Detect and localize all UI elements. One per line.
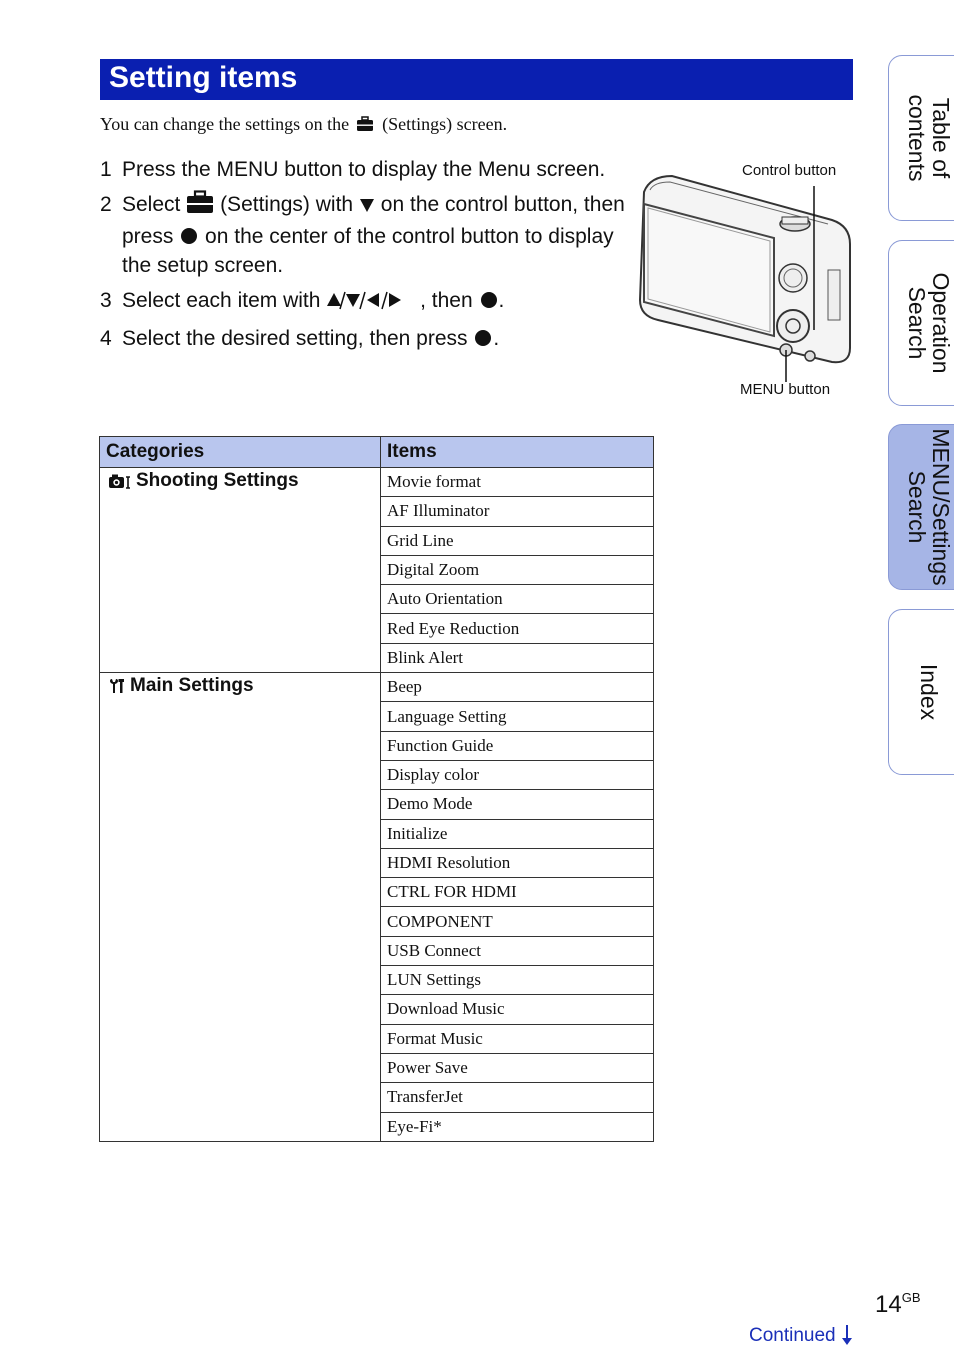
- intro-after: (Settings) screen.: [382, 114, 508, 134]
- settings-table: [99, 436, 654, 1142]
- tab-label: Table of contents: [904, 94, 954, 182]
- page-number-value: 14: [875, 1291, 902, 1318]
- step-text: Select the desired setting, then press: [122, 327, 468, 350]
- arrow-down-icon: [841, 1325, 853, 1346]
- table-row: [100, 468, 654, 497]
- tab-label: MENU/Settings Search: [904, 428, 954, 586]
- item-cell: Auto Orientation: [381, 585, 654, 614]
- intro-text: [100, 114, 660, 137]
- item-cell: Demo Mode: [381, 790, 654, 819]
- item-cell: Blink Alert: [381, 643, 654, 672]
- item-cell: Language Setting: [381, 702, 654, 731]
- item-cell: USB Connect: [381, 936, 654, 965]
- item-cell: Function Guide: [381, 731, 654, 760]
- step-text: (Settings) with: [220, 193, 354, 216]
- tab-index[interactable]: [888, 609, 954, 775]
- step-list: [100, 155, 630, 359]
- item-cell: Initialize: [381, 819, 654, 848]
- item-cell: HDMI Resolution: [381, 848, 654, 877]
- toolbox-icon: [186, 190, 214, 222]
- intro-before: You can change the settings on the: [100, 114, 350, 134]
- table-row: [100, 673, 654, 702]
- category-main-settings: [100, 673, 381, 1142]
- categories-header: Categories: [100, 437, 381, 468]
- item-cell: Red Eye Reduction: [381, 614, 654, 643]
- tab-operation-search[interactable]: [888, 240, 954, 406]
- item-cell: Digital Zoom: [381, 555, 654, 584]
- tab-menu-settings-search[interactable]: [888, 424, 954, 590]
- title-bar: [100, 59, 853, 100]
- step-text: Press the MENU button to display the Menu screen.: [122, 158, 606, 181]
- step-text: .: [493, 327, 500, 350]
- tab-label: Operation Search: [904, 272, 954, 374]
- item-cell: Power Save: [381, 1053, 654, 1082]
- down-triangle-icon: [359, 193, 375, 222]
- control-button-label: Control button: [742, 162, 837, 179]
- step-text: on the center of the control button to display the setup screen.: [122, 225, 614, 277]
- step-3: [100, 286, 630, 318]
- item-cell: Beep: [381, 673, 654, 702]
- item-cell: Download Music: [381, 995, 654, 1024]
- direction-arrows-icon: [326, 289, 414, 318]
- item-cell: CTRL FOR HDMI: [381, 878, 654, 907]
- items-header: Items: [381, 437, 654, 468]
- step-number: 2: [100, 193, 112, 216]
- item-cell: COMPONENT: [381, 907, 654, 936]
- step-text: Select each item with: [122, 289, 321, 312]
- camera-illustration: [632, 160, 862, 400]
- tab-label: Index: [916, 663, 942, 721]
- center-button-icon: [475, 330, 491, 346]
- camera-settings-icon: [108, 473, 132, 495]
- item-cell: TransferJet: [381, 1083, 654, 1112]
- step-2: [100, 190, 630, 280]
- item-cell: Movie format: [381, 468, 654, 497]
- item-cell: Format Music: [381, 1024, 654, 1053]
- center-button-icon: [181, 228, 197, 244]
- toolbox-icon: [356, 116, 374, 137]
- item-cell: AF Illuminator: [381, 497, 654, 526]
- continued-label: Continued: [749, 1325, 836, 1346]
- item-cell: Grid Line: [381, 526, 654, 555]
- category-label: Main Settings: [130, 675, 254, 697]
- step-text: Select: [122, 193, 181, 216]
- step-text: .: [498, 289, 505, 312]
- step-number: 3: [100, 289, 112, 312]
- step-text: on the control button, then press: [122, 193, 625, 248]
- category-shooting-settings: [100, 468, 381, 673]
- category-label: Shooting Settings: [136, 470, 299, 491]
- step-text: , then: [420, 289, 473, 312]
- tab-table-of-contents[interactable]: [888, 55, 954, 221]
- page-suffix: GB: [901, 1290, 921, 1305]
- menu-button-label: MENU button: [740, 381, 831, 398]
- step-number: 4: [100, 327, 112, 350]
- camera-icon: [632, 160, 862, 400]
- step-number: 1: [100, 158, 112, 181]
- continued-link[interactable]: [749, 1324, 853, 1347]
- item-cell: Eye-Fi*: [381, 1112, 654, 1141]
- step-1: [100, 155, 630, 184]
- step-4: [100, 324, 630, 353]
- item-cell: Display color: [381, 760, 654, 789]
- page-title: Setting items: [109, 61, 298, 94]
- table-header-row: [100, 437, 654, 468]
- item-cell: LUN Settings: [381, 966, 654, 995]
- center-button-icon: [481, 292, 497, 308]
- page-number: [875, 1290, 921, 1319]
- wrench-settings-icon: [108, 678, 126, 700]
